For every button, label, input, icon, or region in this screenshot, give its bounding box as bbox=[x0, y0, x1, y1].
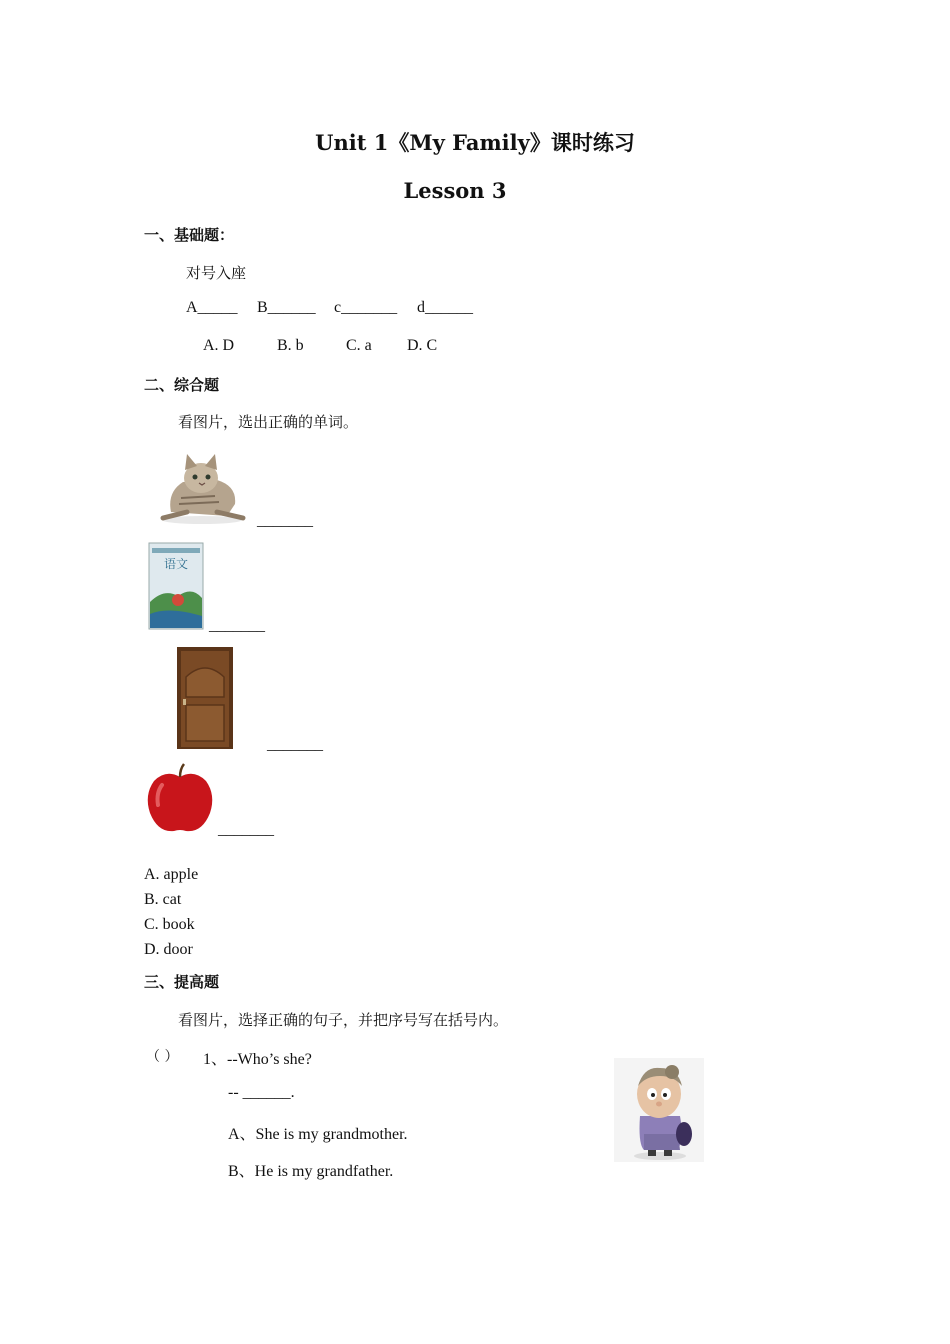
section1-instruction: 对号入座 bbox=[186, 264, 247, 282]
door-image bbox=[177, 647, 233, 749]
choice-b: B. cat bbox=[144, 891, 182, 908]
letter-blank-d: d______ bbox=[417, 299, 473, 316]
letter-blank-a: A_____ bbox=[186, 299, 238, 316]
option-b: B、He is my grandfather. bbox=[228, 1163, 394, 1180]
match-option-d: D. C bbox=[407, 337, 438, 354]
apple-image bbox=[144, 763, 216, 835]
page-title: Unit 1《My Family》课时练习 bbox=[315, 130, 635, 155]
match-option-b: B. b bbox=[277, 337, 304, 354]
cat-image bbox=[157, 452, 247, 526]
grandmother-image bbox=[614, 1058, 704, 1162]
answer-line: -- ______. bbox=[228, 1084, 295, 1101]
section1-heading: 一、基础题： bbox=[144, 226, 235, 244]
section2-heading: 二、综合题 bbox=[144, 376, 220, 394]
choice-c: C. book bbox=[144, 916, 195, 933]
blank-1[interactable]: _______ bbox=[257, 512, 313, 529]
letter-blank-c: c_______ bbox=[334, 299, 398, 316]
question-1: 1、--Who’s she? bbox=[203, 1051, 312, 1068]
svg-text:语文: 语文 bbox=[163, 557, 189, 571]
choice-a: A. apple bbox=[144, 866, 199, 883]
match-option-c: C. a bbox=[346, 337, 372, 354]
lesson-title: Lesson 3 bbox=[403, 178, 507, 203]
section3-instruction: 看图片，选择正确的句子，并把序号写在括号内。 bbox=[178, 1011, 509, 1029]
book-image bbox=[148, 542, 204, 630]
answer-paren[interactable]: （ ） bbox=[146, 1049, 179, 1065]
blank-2[interactable]: _______ bbox=[209, 617, 265, 634]
blank-3[interactable]: _______ bbox=[267, 736, 323, 753]
blank-4[interactable]: _______ bbox=[218, 821, 274, 838]
match-option-a: A. D bbox=[203, 337, 235, 354]
section3-heading: 三、提高题 bbox=[144, 973, 220, 991]
letter-blank-b: B______ bbox=[257, 299, 316, 316]
section2-instruction: 看图片，选出正确的单词。 bbox=[178, 413, 359, 431]
choice-d: D. door bbox=[144, 941, 193, 958]
option-a: A、She is my grandmother. bbox=[228, 1126, 408, 1143]
